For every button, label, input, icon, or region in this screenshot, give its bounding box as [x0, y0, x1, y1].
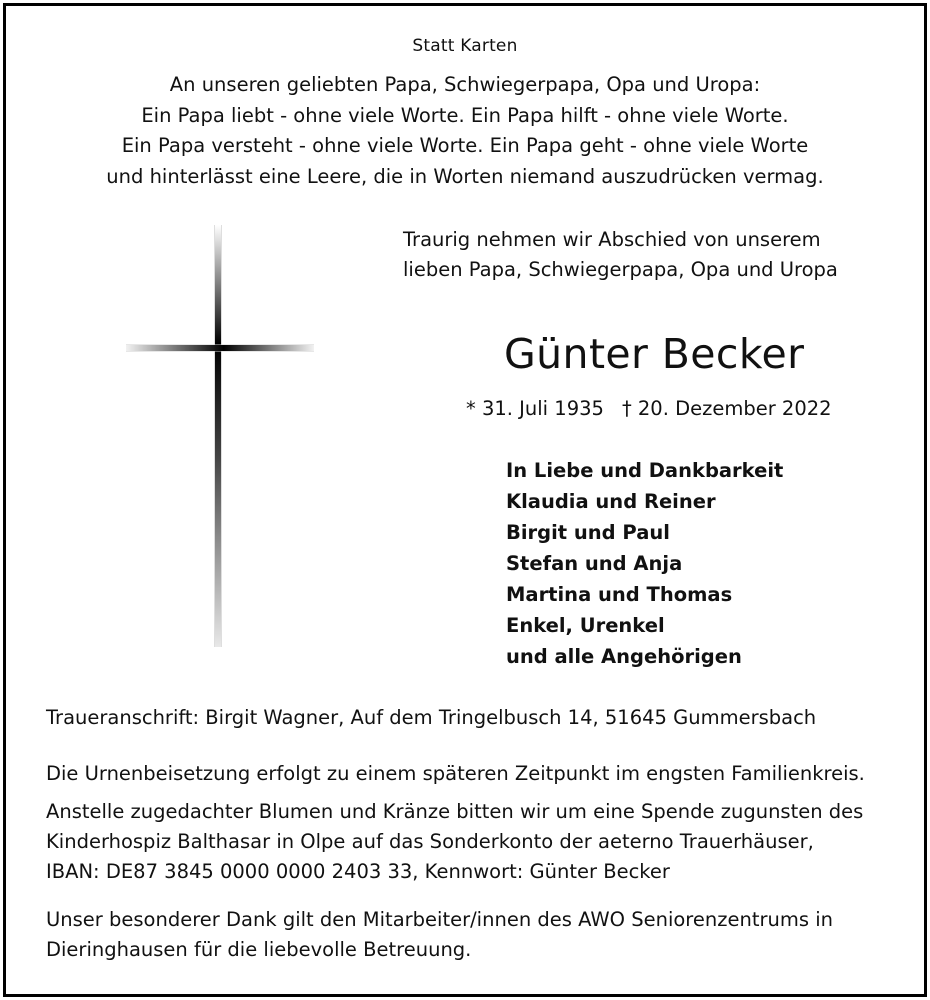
paragraph-line: Dieringhausen für die liebevolle Betreuung.	[46, 938, 472, 961]
family-line: Klaudia und Reiner	[506, 490, 716, 513]
poem	[0, 70, 930, 192]
life-dates	[466, 397, 832, 420]
birth-date: * 31. Juli 1935	[466, 397, 604, 420]
paragraph-line: IBAN: DE87 3845 0000 0000 2403 33, Kennwort: Günter Becker	[46, 860, 670, 883]
family-line: Martina und Thomas	[506, 583, 733, 606]
thanks-paragraph	[46, 905, 833, 965]
family-line: Stefan und Anja	[506, 552, 683, 575]
family-line: Enkel, Urenkel	[506, 614, 665, 637]
paragraph-line: Unser besonderer Dank gilt den Mitarbeiter/innen des AWO Seniorenzentrums in	[46, 908, 833, 931]
burial-paragraph	[46, 759, 865, 789]
paragraph-line: Die Urnenbeisetzung erfolgt zu einem späteren Zeitpunkt im engsten Familienkreis.	[46, 762, 865, 785]
cross-icon	[122, 225, 318, 650]
family-line: In Liebe und Dankbarkeit	[506, 459, 784, 482]
death-date: † 20. Dezember 2022	[621, 397, 832, 420]
donation-paragraph	[46, 797, 863, 887]
poem-line: Ein Papa versteht - ohne viele Worte. Ein Papa geht - ohne viele Worte	[121, 134, 809, 157]
deceased-name: Günter Becker	[504, 330, 805, 378]
family-line: Birgit und Paul	[506, 521, 670, 544]
family-line: und alle Angehörigen	[506, 645, 742, 668]
paragraph-line: Kinderhospiz Balthasar in Olpe auf das Sonderkonto der aeterno Trauerhäuser,	[46, 830, 814, 853]
mourning-address: Traueranschrift: Birgit Wagner, Auf dem Tringelbusch 14, 51645 Gummersbach	[46, 706, 817, 729]
intro-text	[403, 225, 838, 285]
statt-karten-label: Statt Karten	[412, 36, 518, 56]
poem-line: An unseren geliebten Papa, Schwiegerpapa, Opa und Uropa:	[169, 73, 761, 96]
intro-line: Traurig nehmen wir Abschied von unserem	[403, 228, 821, 251]
family-list	[506, 455, 783, 672]
paragraph-line: Anstelle zugedachter Blumen und Kränze bitten wir um eine Spende zugunsten des	[46, 800, 864, 823]
intro-line: lieben Papa, Schwiegerpapa, Opa und Uropa	[403, 258, 838, 281]
poem-line: Ein Papa liebt - ohne viele Worte. Ein Papa hilft - ohne viele Worte.	[141, 103, 789, 127]
poem-line: und hinterlässt eine Leere, die in Worten niemand auszudrücken vermag.	[106, 164, 824, 188]
